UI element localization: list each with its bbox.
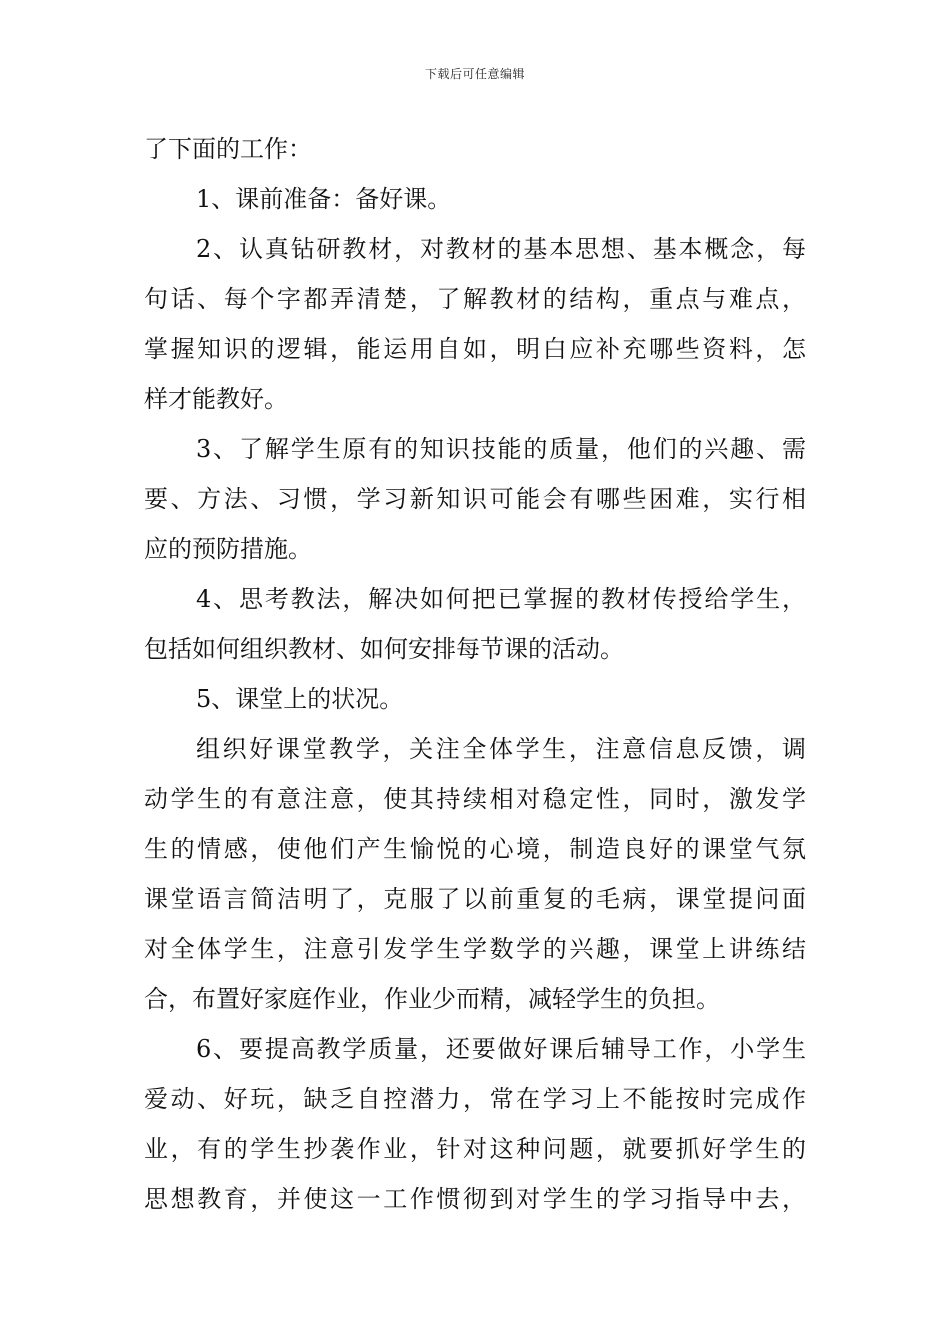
text-line: 3、了解学生原有的知识技能的质量，他们的兴趣、需 [196, 435, 806, 463]
text-line: 2、认真钻研教材，对教材的基本思想、基本概念，每 [196, 235, 806, 263]
page-header: 下载后可任意编辑 [424, 67, 525, 81]
text-line: 应的预防措施。 [144, 535, 312, 563]
text-line: 合，布置好家庭作业，作业少而精，减轻学生的负担。 [144, 985, 720, 1013]
text-line: 要、方法、习惯，学习新知识可能会有哪些困难，实行相 [144, 485, 806, 513]
document-body [144, 124, 806, 1224]
text-line: 动学生的有意注意，使其持续相对稳定性，同时，激发学 [144, 785, 806, 813]
text-line: 业，有的学生抄袭作业，针对这种问题，就要抓好学生的 [144, 1135, 806, 1163]
text-line: 1、课前准备：备好课。 [196, 185, 452, 213]
text-line: 掌握知识的逻辑，能运用自如，明白应补充哪些资料，怎 [144, 335, 806, 363]
text-line: 爱动、好玩，缺乏自控潜力，常在学习上不能按时完成作 [144, 1085, 806, 1113]
text-line: 6、要提高教学质量，还要做好课后辅导工作，小学生 [196, 1035, 806, 1063]
text-line: 5、课堂上的状况。 [196, 685, 404, 713]
text-line: 了下面的工作： [144, 135, 312, 163]
text-line: 包括如何组织教材、如何安排每节课的活动。 [144, 635, 624, 663]
text-line: 思想教育，并使这一工作惯彻到对学生的学习指导中去， [144, 1185, 806, 1213]
text-line: 句话、每个字都弄清楚，了解教材的结构，重点与难点， [144, 285, 806, 313]
text-line: 样才能教好。 [144, 385, 288, 413]
text-line: 生的情感，使他们产生愉悦的心境，制造良好的课堂气氛 [144, 835, 806, 863]
text-line: 课堂语言简洁明了，克服了以前重复的毛病，课堂提问面 [144, 885, 806, 913]
text-line: 组织好课堂教学，关注全体学生，注意信息反馈，调 [196, 735, 806, 763]
text-line: 对全体学生，注意引发学生学数学的兴趣，课堂上讲练结 [144, 935, 806, 963]
text-line: 4、思考教法，解决如何把已掌握的教材传授给学生， [196, 585, 806, 613]
